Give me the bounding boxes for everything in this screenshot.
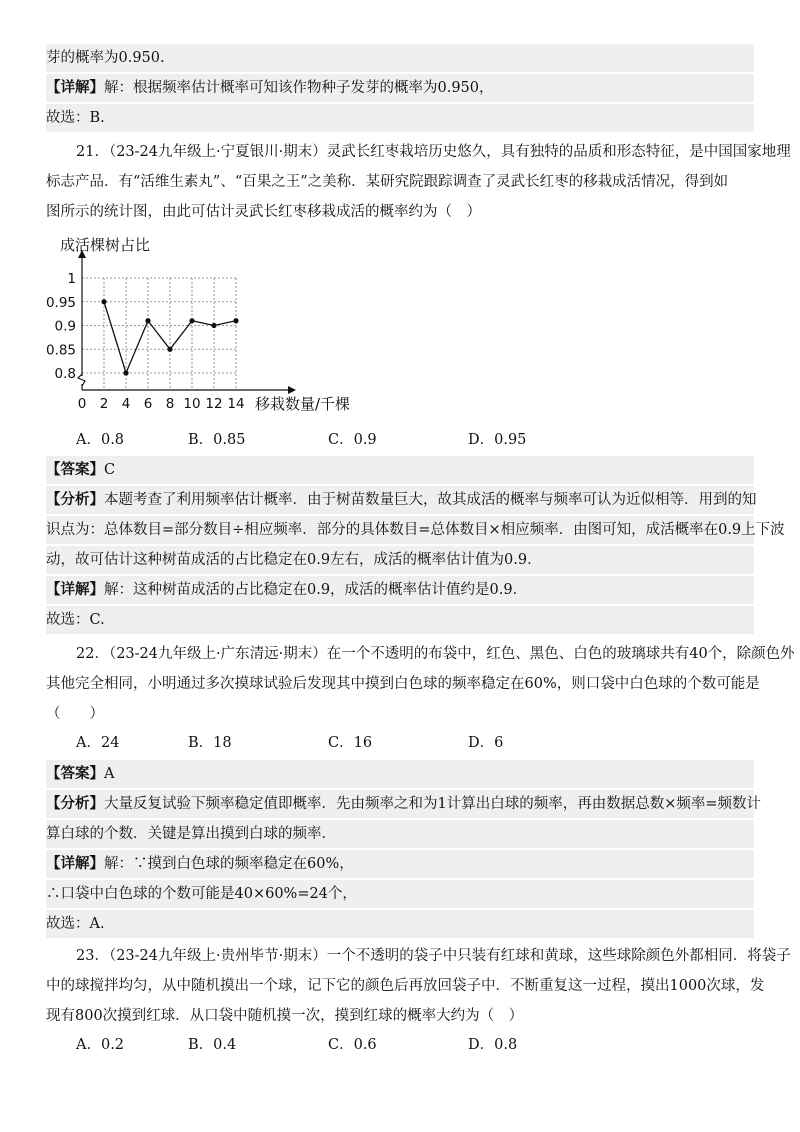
q23-option-b[interactable]: B．0.4 [188,1037,237,1053]
q23-stem-line-2 [46,972,765,1000]
q22-detail-line-2 [46,880,754,908]
q21-analysis-line-3 [46,546,754,574]
x-tick-label: 6 [143,396,153,412]
prev-detail-line [46,74,754,102]
q22-stem-line-1 [46,640,795,668]
x-tick-label: 4 [121,396,131,412]
q21-analysis-text-3: 动，故可估计这种树苗成活的占比稳定在0.9左右，成活的概率估计值为0.9． [46,552,542,568]
x-axis-title: 移栽数量/千棵 [255,395,351,413]
q21-analysis-line-2 [46,516,785,544]
q21-stem-line-2 [46,168,754,196]
q22-choice-line [46,910,754,938]
prev-answer-line-1 [46,44,754,72]
q22-option-c[interactable]: C．16 [328,735,373,751]
q22-choice-text: 故选：A. [46,916,105,932]
x-tick-label: 12 [205,396,223,412]
q21-analysis-text-1: 本题考查了利用频率估计概率．由于树苗数量巨大，故其成活的概率与频率可认为近似相等．用到的知 [104,492,757,508]
x-tick-label: 2 [99,396,109,412]
detail-tag: 【详解】 [46,79,104,96]
data-point [101,299,106,304]
q23-stem-text-3: 现有800次摸到红球．从口袋中随机摸一次，摸到红球的概率大约为（ ） [46,1008,524,1024]
q21-option-a[interactable]: A．0.8 [76,432,125,448]
q21-option-c[interactable]: C．0.9 [328,432,377,448]
q22-answer: A [104,766,115,782]
q21-option-b[interactable]: B．0.85 [188,432,246,448]
prev-answer-text: 芽的概率为0.950. [46,50,165,66]
q21-answer-line [46,456,754,484]
analysis-tag: 【分析】 [46,491,104,508]
q22-detail-line-1 [46,850,754,878]
detail-tag: 【详解】 [46,855,104,872]
q21-stem-text-1: 21．（23-24九年级上·宁夏银川·期末）灵武长红枣栽培历史悠久，具有独特的品质和形态特征，是中国国家地理 [76,144,791,160]
q21-stem-line-3 [46,198,754,226]
q21-analysis-line-1 [46,486,757,514]
q23-stem-text-1: 23．（23-24九年级上·贵州毕节·期末）一个不透明的袋子中只装有红球和黄球，这些球除颜色外都相同．将袋子 [76,948,791,964]
x-tick-label: 14 [227,396,245,412]
prev-choice-line [46,104,754,132]
q21-answer: C [104,462,116,478]
survival-rate-line-chart [40,230,370,420]
q21-stem-line-1 [46,138,791,166]
prev-choice-text: 故选：B. [46,110,105,126]
q23-option-c[interactable]: C．0.6 [328,1037,377,1053]
q22-analysis-line-2 [46,820,754,848]
q22-option-b[interactable]: B．18 [188,735,232,751]
q21-stem-text-2: 标志产品．有“活维生素丸”、“百果之王”之美称．某研究院跟踪调查了灵武长红枣的移栽成活情况，得到如 [46,174,729,190]
data-point [211,323,216,328]
answer-tag: 【答案】 [46,461,104,478]
q22-detail-text-2: ∴口袋中白色球的个数可能是40×60%=24个， [46,886,357,902]
q23-stem-line-3 [46,1002,754,1030]
q23-stem-line-1 [46,942,791,970]
data-point [167,347,172,352]
q21-choice-line [46,606,754,634]
y-tick-label: 0.85 [45,342,76,359]
x-tick-label: 10 [183,396,201,412]
y-axis-title: 成活棵树占比 [60,236,151,254]
analysis-tag: 【分析】 [46,795,104,812]
q23-option-d[interactable]: D．0.8 [468,1037,518,1053]
q22-analysis-text-1: 大量反复试验下频率稳定值即概率．先由频率之和为1计算出白球的频率，再由数据总数×频率=频数计 [104,796,762,812]
x-axis-arrow [288,386,296,394]
y-tick-label: 0.9 [54,318,76,335]
q22-detail-text-1: 解：∵摸到白色球的频率稳定在60%， [104,856,354,872]
q22-stem-line-2 [46,670,760,698]
q21-option-d[interactable]: D．0.95 [468,432,527,448]
y-tick-label: 1 [67,271,76,287]
answer-tag: 【答案】 [46,765,104,782]
y-tick-label: 0.95 [45,294,76,311]
x-tick-label: 0 [77,396,87,412]
q23-option-a[interactable]: A．0.2 [76,1037,125,1053]
q22-analysis-text-2: 算白球的个数．关键是算出摸到白球的频率． [46,826,336,842]
prev-detail-text: 解：根据频率估计概率可知该作物种子发芽的概率为0.950， [104,80,494,96]
q21-detail-text: 解：这种树苗成活的占比稳定在0.9，成活的概率估计值约是0.9． [104,582,528,598]
q22-stem-text-2: 其他完全相同，小明通过多次摸球试验后发现其中摸到白色球的频率稳定在60%，则口袋中白色球的个数可能是 [46,676,760,692]
q21-stem-text-3: 图所示的统计图，由此可估计灵武长红枣移栽成活的概率约为（ ） [46,204,481,220]
q21-analysis-text-2: 识点为：总体数目=部分数目÷相应频率．部分的具体数目=总体数目×相应频率．由图可知，成活概率在0.9上下波 [46,522,785,538]
q22-stem-text-3: （ ） [46,706,104,722]
q22-option-a[interactable]: A．24 [76,735,120,751]
q22-option-d[interactable]: D．6 [468,735,504,751]
q21-choice-text: 故选：C. [46,612,105,628]
q22-analysis-line-1 [46,790,762,818]
q23-stem-text-2: 中的球搅拌均匀，从中随机摸出一个球，记下它的颜色后再放回袋子中．不断重复这一过程，摸出1000次球，发 [46,978,765,994]
detail-tag: 【详解】 [46,581,104,598]
y-tick-label: 0.8 [54,366,76,382]
x-tick-label: 8 [165,396,175,412]
q21-detail-line [46,576,754,604]
q22-stem-text-1: 22．（23-24九年级上·广东清远·期末）在一个不透明的布袋中，红色、黑色、白色的玻璃球共有40个，除颜色外 [76,646,795,662]
q22-answer-line [46,760,754,788]
data-point [189,318,194,323]
data-point [123,370,128,375]
data-point [233,318,238,323]
data-point [145,318,150,323]
q22-stem-line-3 [46,700,754,728]
